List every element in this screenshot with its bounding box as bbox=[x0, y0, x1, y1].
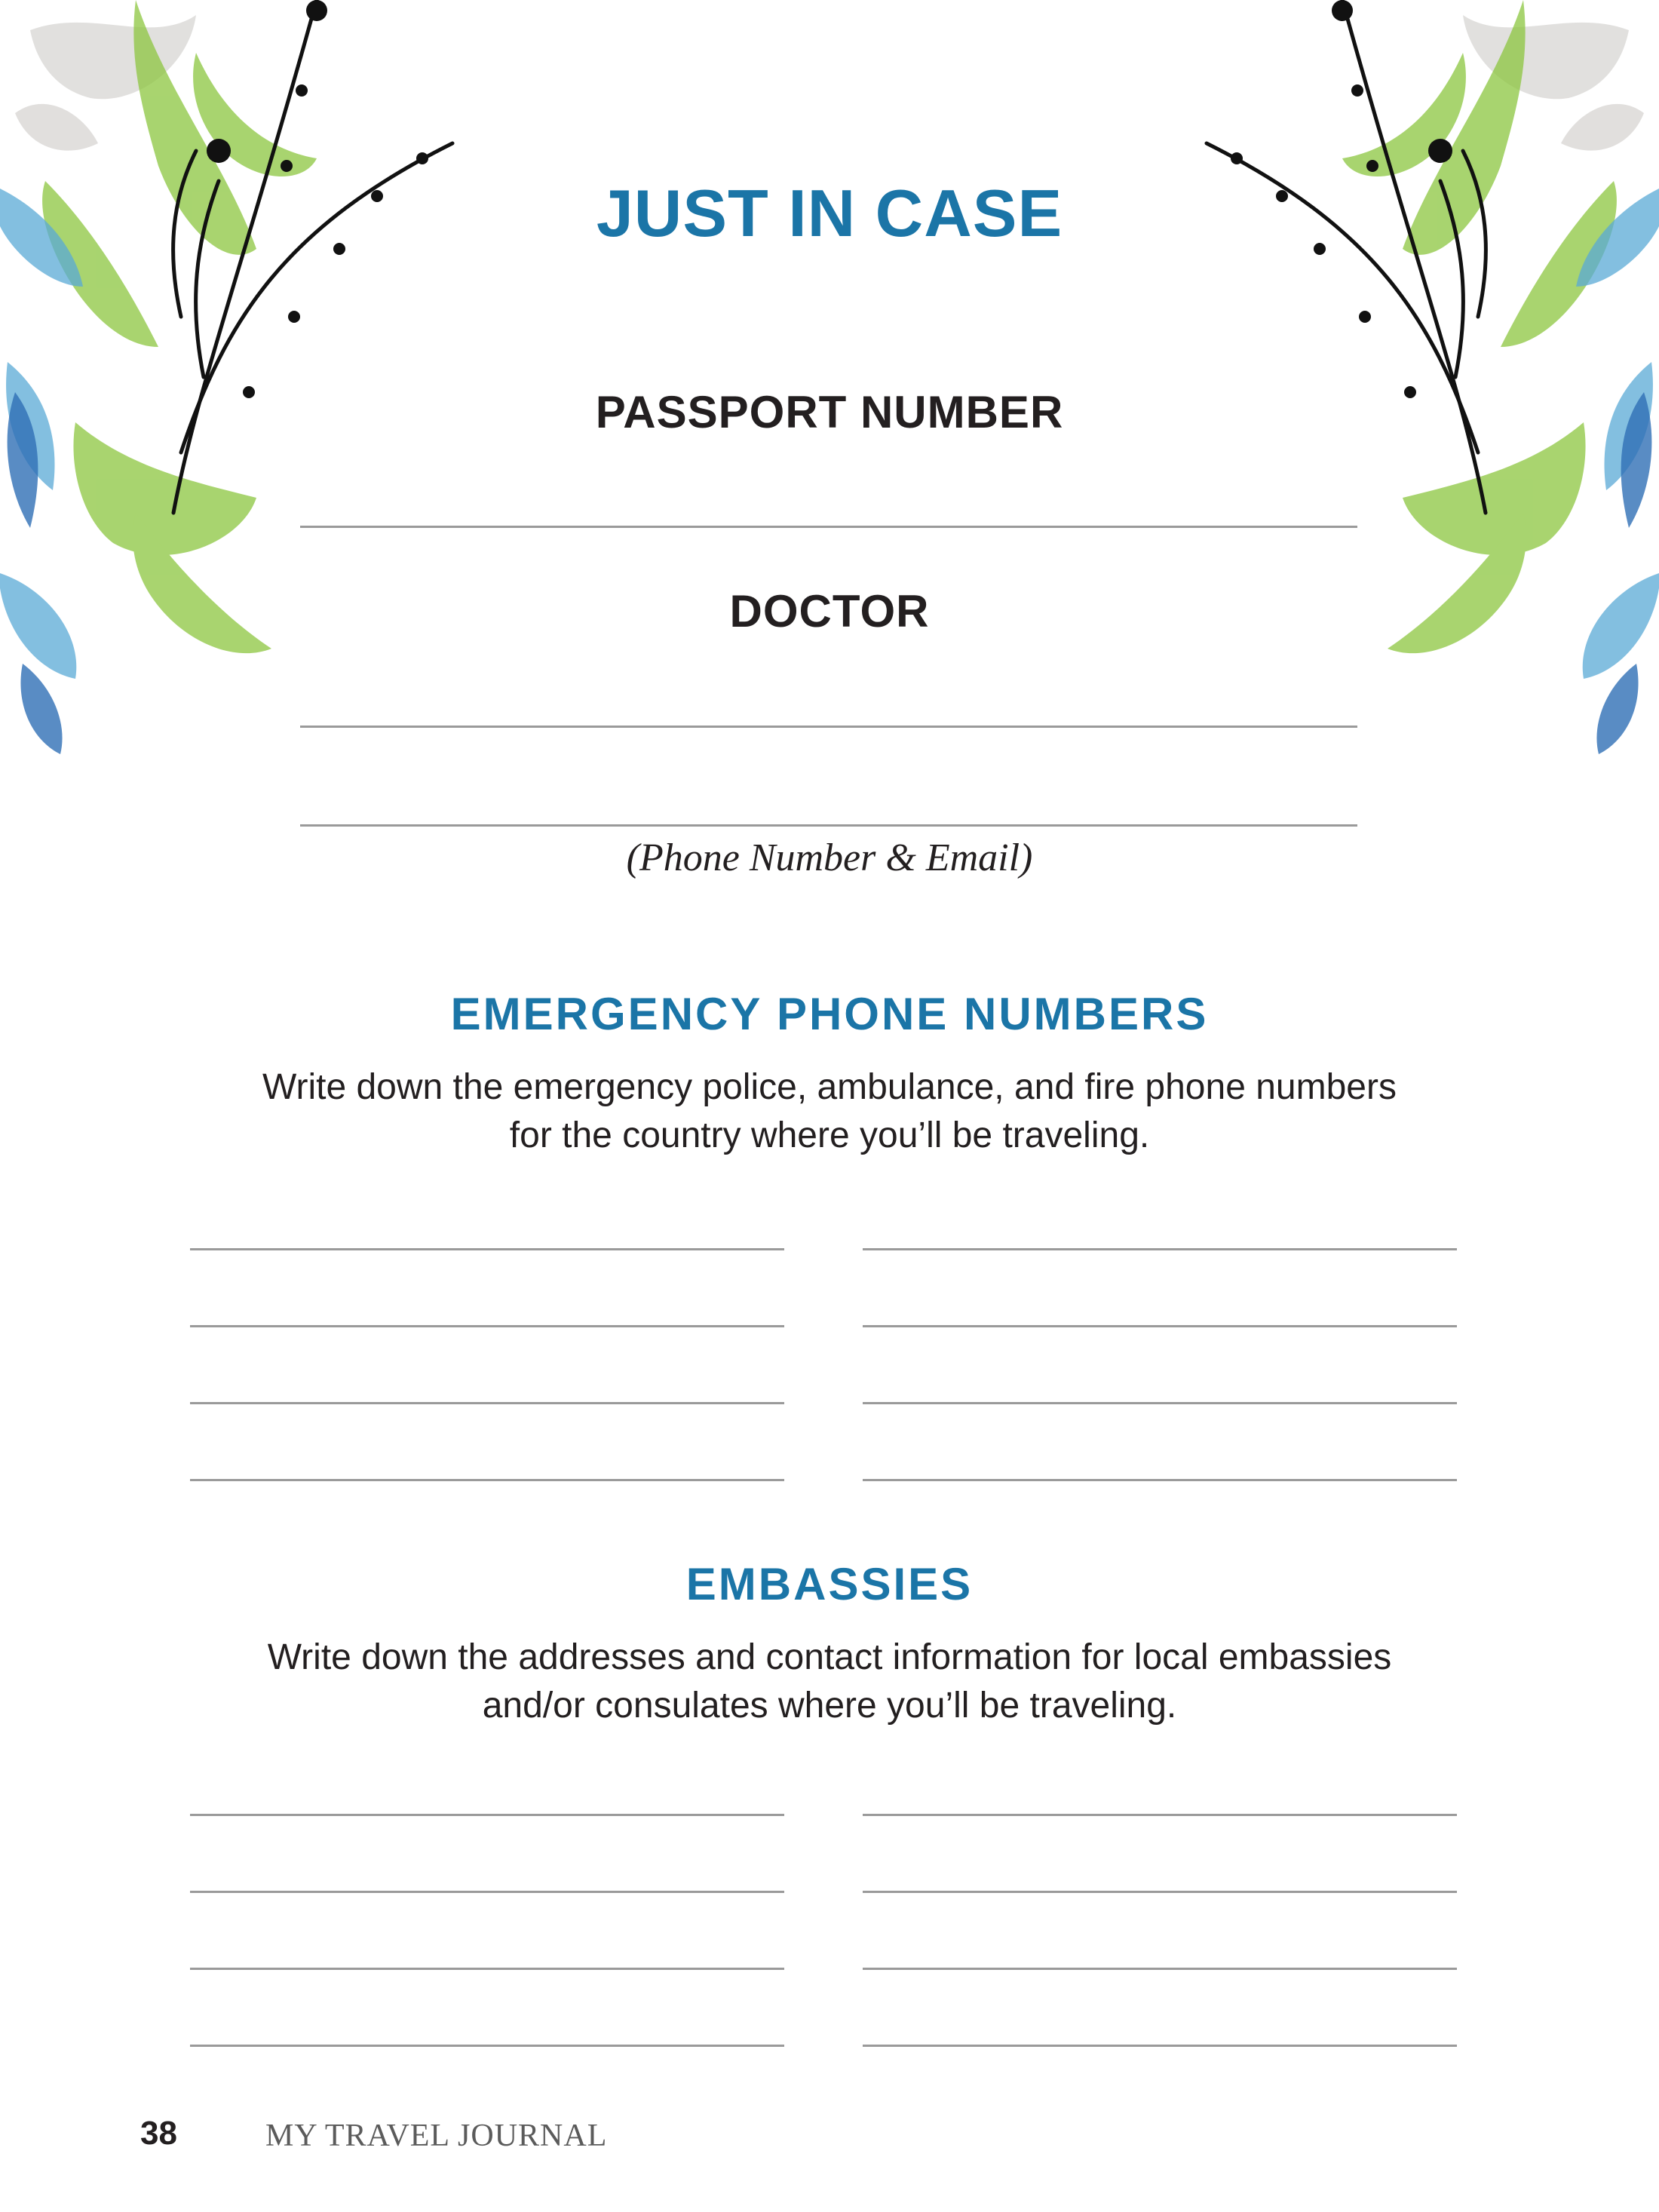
book-title-footer: MY TRAVEL JOURNAL bbox=[265, 2118, 608, 2153]
emergency-write-line[interactable] bbox=[190, 1402, 784, 1404]
embassies-write-line[interactable] bbox=[863, 1891, 1457, 1893]
doctor-label: DOCTOR bbox=[729, 586, 930, 637]
emergency-description bbox=[0, 1063, 1659, 1160]
embassies-description-line: Write down the addresses and contact information for local embassies bbox=[267, 1637, 1392, 1677]
passport-number-label: PASSPORT NUMBER bbox=[595, 387, 1064, 437]
emergency-phone-numbers-heading: EMERGENCY PHONE NUMBERS bbox=[450, 989, 1209, 1039]
embassies-write-line[interactable] bbox=[190, 1891, 784, 1893]
embassies-write-line[interactable] bbox=[863, 1814, 1457, 1816]
embassies-description bbox=[0, 1634, 1659, 1730]
emergency-description-line: for the country where you’ll be traveling. bbox=[509, 1115, 1150, 1155]
page-number: 38 bbox=[140, 2115, 177, 2152]
embassies-write-line[interactable] bbox=[190, 1814, 784, 1816]
page-title: JUST IN CASE bbox=[596, 176, 1063, 250]
emergency-write-line[interactable] bbox=[190, 1479, 784, 1481]
emergency-write-line[interactable] bbox=[863, 1479, 1457, 1481]
botanical-illustration-right bbox=[1176, 0, 1659, 769]
botanical-illustration-left bbox=[0, 0, 483, 769]
embassies-write-line[interactable] bbox=[863, 1968, 1457, 1970]
emergency-write-line[interactable] bbox=[863, 1325, 1457, 1327]
emergency-description-line: Write down the emergency police, ambulance, and fire phone numbers bbox=[262, 1067, 1397, 1107]
embassies-write-line[interactable] bbox=[190, 2045, 784, 2047]
doctor-contact-write-line[interactable] bbox=[300, 824, 1357, 827]
doctor-contact-note: (Phone Number & Email) bbox=[626, 836, 1033, 879]
emergency-write-line[interactable] bbox=[863, 1402, 1457, 1404]
embassies-heading: EMBASSIES bbox=[685, 1559, 974, 1609]
emergency-write-line[interactable] bbox=[863, 1248, 1457, 1250]
embassies-description-line: and/or consulates where you’ll be traveling. bbox=[482, 1686, 1177, 1726]
doctor-write-line[interactable] bbox=[300, 726, 1357, 728]
emergency-write-line[interactable] bbox=[190, 1248, 784, 1250]
embassies-write-line[interactable] bbox=[863, 2045, 1457, 2047]
passport-number-write-line[interactable] bbox=[300, 526, 1357, 528]
embassies-write-line[interactable] bbox=[190, 1968, 784, 1970]
emergency-write-line[interactable] bbox=[190, 1325, 784, 1327]
